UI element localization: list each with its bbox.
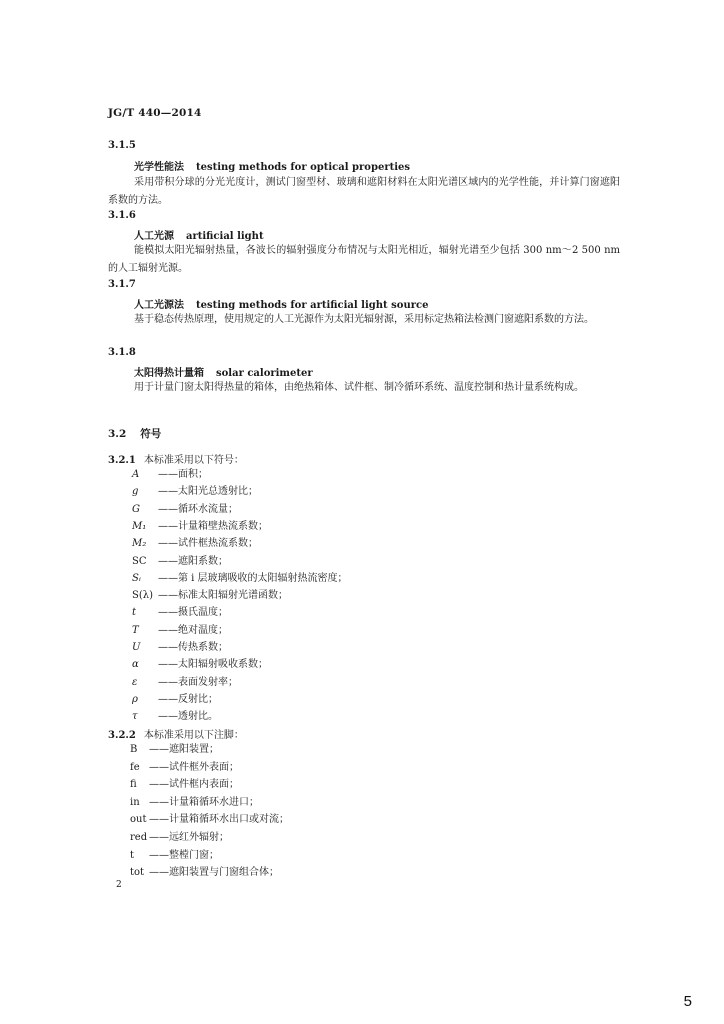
sheet-number: 5: [683, 993, 692, 1010]
symbol-row: [132, 587, 288, 604]
symbol-description: ——摄氏温度；: [158, 607, 228, 619]
symbol-row: [132, 466, 208, 483]
symbol: g: [132, 486, 139, 498]
symbol-description: ——标准太阳辐射光谱函数；: [158, 590, 288, 602]
section-number: 3.2: [108, 428, 127, 440]
clause-number: 3.2.2: [108, 730, 136, 741]
term-cn: 人工光源法: [134, 300, 184, 311]
term-number: 3.1.5: [108, 140, 136, 151]
symbol-description: ——试件框内表面；: [149, 779, 239, 791]
symbol: A: [132, 469, 140, 480]
section-title: 符号: [140, 428, 162, 440]
symbol-row: [132, 570, 348, 587]
term-title: [134, 227, 264, 242]
symbol-description: ——远红外辐射；: [149, 832, 229, 843]
symbol-row: [132, 639, 228, 656]
symbol-description: ——太阳光总透射比；: [158, 486, 258, 498]
symbol-description: ——反射比；: [158, 693, 218, 705]
symbol-row: [130, 794, 259, 811]
symbol-description: ——遮阳装置与门窗组合体；: [149, 867, 279, 879]
symbol: S(λ): [132, 590, 153, 602]
symbol: SC: [132, 555, 147, 567]
term-cn: 人工光源: [134, 231, 174, 242]
symbol-row: [130, 776, 239, 793]
symbol: out: [130, 814, 147, 826]
symbol-description: ——表面发射率；: [158, 676, 238, 688]
term-definition: 能模拟太阳光辐射热量，各波长的辐射强度分布情况与太阳光相近，辐射光谱至少包括 300 nm～2 500 nm 的人工辐射光源。: [108, 245, 620, 274]
symbol-row: [132, 656, 268, 673]
term-definition: 采用带积分球的分光光度计，测试门窗型材、玻璃和遮阳材料在太阳光谱区域内的光学性能，并计算门窗遮阳系数的方法。: [108, 177, 620, 206]
term-en: testing methods for optical properties: [196, 162, 410, 173]
symbol-description: ——试件框外表面；: [149, 761, 239, 773]
symbol-description: ——第 i 层玻璃吸收的太阳辐射热流密度；: [158, 572, 348, 584]
clause-text: 本标准采用以下注脚：: [143, 730, 244, 741]
symbol-description: ——整樘门窗；: [149, 849, 219, 861]
clause-text: 本标准采用以下符号：: [143, 455, 244, 466]
term-definition: 用于计量门窗太阳得热量的箱体，由绝热箱体、试件框、制冷循环系统、温度控制和热计量系统构成。: [134, 382, 584, 393]
symbol: U: [132, 642, 141, 653]
symbol: t: [130, 849, 135, 861]
symbol: α: [132, 659, 139, 671]
term-en: artificial light: [186, 231, 264, 242]
symbol: fe: [130, 761, 140, 773]
symbol: B: [130, 744, 138, 755]
term-cn: 太阳得热计量箱: [134, 368, 204, 379]
symbol: T: [132, 624, 139, 636]
term-en: solar calorimeter: [216, 368, 313, 379]
symbol: M₂: [132, 538, 147, 550]
symbol: ρ: [132, 693, 138, 705]
symbol: τ: [132, 711, 138, 723]
symbol-row: [132, 708, 218, 725]
symbol-row: [132, 553, 228, 570]
clause-number: 3.2.1: [108, 455, 136, 466]
term-title: [134, 296, 428, 311]
term-number: 3.1.6: [108, 210, 136, 221]
symbol-row: [132, 674, 238, 691]
symbol-row: [132, 535, 258, 552]
symbol-row: [132, 604, 228, 621]
standard-header: JG/T 440—2014: [108, 107, 202, 119]
symbol: tot: [130, 867, 145, 879]
symbol: red: [130, 832, 148, 843]
symbol-description: ——计量箱循环水进口；: [149, 796, 259, 808]
symbol-description: ——遮阳装置；: [149, 744, 219, 755]
symbol-row: [132, 622, 228, 639]
section-heading: [108, 426, 161, 441]
symbol-description: ——计量箱循环水出口或对流；: [149, 814, 289, 826]
symbol-description: ——传热系数；: [158, 642, 228, 653]
symbol-row: [132, 483, 258, 500]
symbol-row: [132, 501, 238, 518]
symbol-description: ——太阳辐射吸收系数；: [158, 659, 268, 671]
symbol-row: [130, 864, 279, 881]
term-title: [134, 364, 313, 379]
term-title: [134, 158, 410, 173]
symbol-description: ——透射比。: [158, 711, 218, 723]
term-number: 3.1.8: [108, 347, 136, 358]
symbol-description: ——试件框热流系数；: [158, 538, 258, 550]
symbol: fi: [130, 779, 137, 791]
symbol-row: [132, 691, 218, 708]
page-number: 2: [116, 880, 122, 890]
term-number: 3.1.7: [108, 279, 136, 290]
symbol: t: [132, 607, 137, 619]
subscripts-intro: [108, 726, 244, 741]
symbol-row: [130, 847, 219, 864]
symbol: M₁: [132, 520, 147, 532]
symbol-description: ——计量箱壁热流系数；: [158, 520, 268, 532]
term-en: testing methods for artificial light source: [196, 300, 429, 311]
term-cn: 光学性能法: [134, 162, 184, 173]
symbol-row: [130, 741, 219, 758]
symbol-description: ——遮阳系数；: [158, 555, 228, 567]
term-definition: 基于稳态传热原理，使用规定的人工光源作为太阳光辐射源，采用标定热箱法检测门窗遮阳系数的方法。: [134, 314, 594, 325]
symbol-description: ——面积；: [158, 469, 208, 480]
symbol-description: ——循环水流量；: [158, 503, 238, 515]
symbols-intro: [108, 451, 244, 466]
symbol: G: [132, 503, 140, 515]
symbol: Sᵢ: [132, 572, 141, 584]
symbol: ε: [132, 676, 138, 688]
symbol-row: [130, 811, 289, 828]
symbol-row: [130, 759, 239, 776]
symbol-description: ——绝对温度；: [158, 624, 228, 636]
symbol: in: [130, 796, 140, 808]
symbol-row: [132, 518, 268, 535]
symbol-row: [130, 829, 229, 846]
